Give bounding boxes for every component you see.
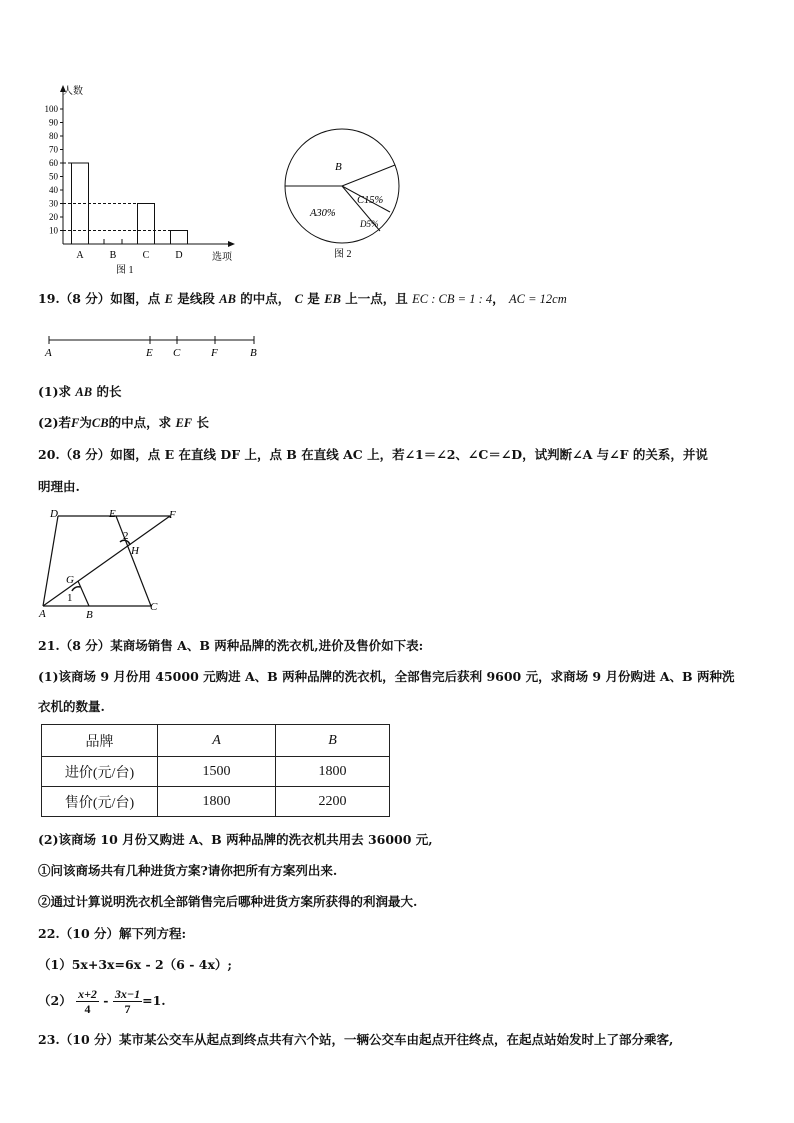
var-eb: EB <box>324 292 341 306</box>
label-e: E <box>109 508 116 520</box>
figure-1-caption: 图 1 <box>116 265 134 276</box>
y-tick-label: 70 <box>49 144 58 155</box>
question-22-line-1: 22.（10 分）解下列方程: <box>38 926 187 941</box>
label-g: G <box>66 574 74 586</box>
table-header-cell: 品牌 <box>42 725 158 757</box>
parallel-lines-figure <box>36 505 181 620</box>
y-tick-label: 10 <box>49 225 58 236</box>
question-22-equation-1: （1）5x+3x=6x - 2（6 - 4x）; <box>38 957 233 972</box>
question-19-statement: 19.（8 分）如图，点 E 是线段 AB 的中点， C 是 EB 上一点，且 EC : CB = 1 : 4， AC = 12cm <box>38 291 567 306</box>
question-21-line-1: 21.（8 分）某商场销售 A、B 两种品牌的洗衣机,进价及售价如下表: <box>38 638 424 653</box>
question-21-line-2: (1)该商场 9 月份用 45000 元购进 A、B 两种品牌的洗衣机，全部售完后获利 9600 元，求商场 9 月份购进 A、B 两种洗 <box>38 669 735 684</box>
x-axis-arrow <box>228 241 235 247</box>
y-tick-label: 90 <box>49 117 58 128</box>
point-c: C <box>173 347 181 359</box>
y-tick-group <box>45 104 64 236</box>
x-category-label: B <box>109 250 117 261</box>
question-21-line-3: 衣机的数量. <box>38 699 105 714</box>
table-header-cell: B <box>276 725 390 757</box>
point-e: E <box>146 347 153 359</box>
question-19-part-1: (1)求 AB 的长 <box>38 384 122 399</box>
x-category-group <box>76 250 182 261</box>
pie-divider-b-c <box>342 165 395 186</box>
table-cell: 1500 <box>158 757 276 787</box>
bar-c <box>138 204 155 245</box>
x-category-label: C <box>142 250 150 261</box>
table-cell: 1800 <box>276 757 390 787</box>
question-21-line-4: (2)该商场 10 月份又购进 A、B 两种品牌的洗衣机共用去 36000 元, <box>38 832 433 847</box>
question-19-part-2: (2)若F为CB的中点，求 EF 长 <box>38 415 210 430</box>
question-23-line-1: 23.（10 分）某市某公交车从起点到终点共有六个站，一辆公交车由起点开往终点，在起点站始发时上了部分乘客, <box>38 1032 674 1047</box>
ratio-expression: EC : CB = 1 : 4 <box>412 292 493 306</box>
table-cell: 进价(元/台) <box>42 757 158 787</box>
bar-d <box>171 231 188 245</box>
fraction-2: $\frac{3x-1}{7}$ <box>114 987 141 1016</box>
point-a: A <box>45 347 52 359</box>
price-table <box>41 724 390 817</box>
table-header-cell: A <box>158 725 276 757</box>
label-c: C <box>150 601 158 613</box>
label-d: D <box>50 508 58 520</box>
var-c: C <box>294 292 303 306</box>
label-angle-1: 1 <box>67 592 73 604</box>
label-h: H <box>131 545 139 557</box>
question-21-line-5: ①问该商场共有几种进货方案?请你把所有方案列出来. <box>38 863 338 878</box>
question-20-line-1: 20.（8 分）如图，点 E 在直线 DF 上，点 B 在直线 AC 上，若∠1＝∠2、∠C＝∠D，试判断∠A 与∠F 的关系，并说 <box>38 447 708 462</box>
label-f: F <box>169 509 176 521</box>
figure-2-pie-chart <box>280 122 415 262</box>
table-cell: 2200 <box>276 787 390 817</box>
figure-1-bar-chart <box>30 84 245 280</box>
fraction-1: $\frac{x+2}{4}$ <box>78 987 97 1016</box>
table-row <box>42 757 390 787</box>
y-axis-label: 人数 <box>63 86 83 97</box>
table-cell: 1800 <box>158 787 276 817</box>
table-row <box>42 787 390 817</box>
pie-label-c: C15% <box>357 195 384 206</box>
y-tick-label: 20 <box>49 212 58 222</box>
ac-length: AC = 12cm <box>509 292 567 306</box>
y-tick-label: 80 <box>49 131 58 141</box>
y-tick-label: 60 <box>49 158 58 168</box>
point-f: F <box>211 347 218 359</box>
line-af <box>43 516 170 606</box>
label-angle-2: 2 <box>123 530 129 542</box>
question-21-line-6: ②通过计算说明洗衣机全部销售完后哪种进货方案所获得的利润最大. <box>38 894 418 909</box>
line-ec <box>116 516 151 606</box>
segment-figure <box>40 332 270 360</box>
x-axis-label: 选项 <box>212 252 232 263</box>
line-da <box>43 516 58 606</box>
var-ab: AB <box>219 292 236 306</box>
question-20-line-2: 明理由. <box>38 479 80 494</box>
label-a: A <box>39 608 46 620</box>
figure-2-caption: 图 2 <box>334 249 352 260</box>
line-gb <box>78 581 89 606</box>
y-tick-label: 30 <box>49 198 58 209</box>
question-22-equation-2: （2） $\frac{x+2}{4}$ - $\frac{3x-1}{7}$ =1. <box>38 987 166 1016</box>
y-tick-label: 50 <box>49 171 58 182</box>
y-tick-label: 100 <box>44 104 58 114</box>
angle-1-arc <box>72 587 80 591</box>
table-header-row <box>42 725 390 757</box>
var-e: E <box>164 292 173 306</box>
table-cell: 售价(元/台) <box>42 787 158 817</box>
x-category-label: D <box>175 250 183 261</box>
point-b: B <box>250 347 257 359</box>
x-category-label: A <box>76 250 84 261</box>
pie-label-d: D5% <box>360 219 379 229</box>
pie-label-b: B <box>335 161 342 173</box>
y-tick-label: 40 <box>49 185 58 195</box>
label-b: B <box>86 609 93 620</box>
pie-label-a: A30% <box>310 208 336 219</box>
